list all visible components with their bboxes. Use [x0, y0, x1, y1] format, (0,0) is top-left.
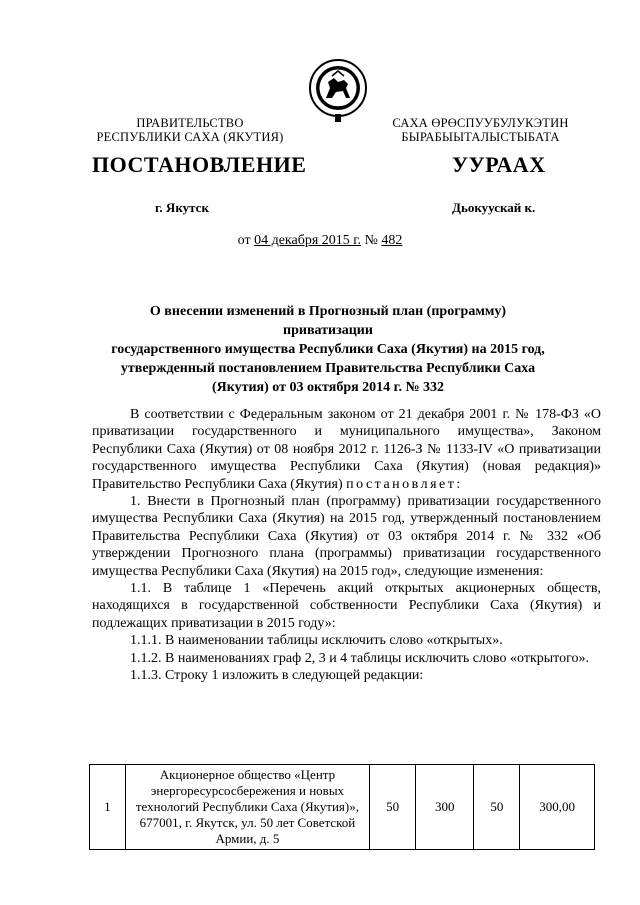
- paragraph-1: 1. Внести в Прогнозный план (программу) приватизации государственного имущества Республики Саха (Якутия) на 2015 год, утвержденный постановлением Правительства Республики Саха (Якутия) от 03 октября 2014 г. № 332 «Об утверждении Прогнозного плана (программы) приватизации государственного имущества Республики Саха (Якутия) на 2015 год», следующие изменения:: [92, 494, 601, 579]
- table-cell-value: 50: [370, 765, 416, 850]
- coat-of-arms-icon: [308, 58, 368, 124]
- table-row: [90, 765, 595, 850]
- government-name-ru: [90, 116, 290, 144]
- preamble-text: В соответствии с Федеральным законом от 21 декабря 2001 г. № 178-ФЗ «О приватизации государственного и муниципального имущества», Законом Республики Саха (Якутия) от 08 ноября 2012 г. 1126-З № 1133-IV «О приватизации государственного имущества Республики Саха (Якутия) (новая редакция)» Правительство Республики Саха (Якутия): [92, 407, 601, 492]
- resolves-word: постановляет:: [346, 476, 463, 492]
- city-ru: г. Якутск: [155, 200, 209, 215]
- paragraph-preamble: [92, 406, 601, 493]
- table-cell-value: 300,00: [520, 765, 595, 850]
- document-body: [92, 406, 601, 685]
- city-sakha: Дьокуускай к.: [452, 200, 536, 215]
- government-name-ru-line2: РЕСПУБЛИКИ САХА (ЯКУТИЯ): [96, 130, 284, 144]
- government-name-sakha-line1: САХА ӨРӨСПУУБУЛУКЭТИН: [392, 116, 569, 130]
- table-cell-name: Акционерное общество «Центр энергоресурсосбережения и новых технологий Республики Саха (Якутия)», 677001, г. Якутск, ул. 50 лет Советской Армии, д. 5: [125, 765, 369, 850]
- paragraph-1-1-1: 1.1.1. В наименовании таблицы исключить слово «открытых».: [130, 633, 503, 649]
- table-cell-number: 1: [90, 765, 126, 850]
- date-and-number: [0, 233, 640, 249]
- subject-line: (Якутия) от 03 октября 2014 г. № 332: [211, 380, 445, 395]
- table-cell-value: 300: [416, 765, 474, 850]
- document-type-ru: ПОСТАНОВЛЕНИЕ: [92, 152, 307, 177]
- government-name-sakha: [388, 116, 573, 144]
- date-prefix: от: [237, 233, 255, 248]
- document-number: 482: [381, 233, 403, 248]
- document-type-sakha: УУРААХ: [452, 152, 546, 177]
- subject-line: О внесении изменений в Прогнозный план (программу) приватизации: [149, 304, 507, 338]
- document-subject: [108, 302, 548, 397]
- subject-line: утвержденный постановлением Правительства Республики Саха: [120, 361, 536, 376]
- amendment-table: [89, 764, 595, 850]
- paragraph-1-1: 1.1. В таблице 1 «Перечень акций открытых акционерных обществ, находящихся в государственной собственности Республики Саха (Якутия) и подлежащих приватизации в 2015 году»:: [92, 581, 601, 631]
- paragraph-1-1-2: 1.1.2. В наименованиях граф 2, 3 и 4 таблицы исключить слово «открытого».: [130, 650, 589, 666]
- subject-line: государственного имущества Республики Саха (Якутия) на 2015 год,: [111, 342, 545, 357]
- table-cell-value: 50: [474, 765, 520, 850]
- government-name-sakha-line2: БЫРАБЫЫТАЛЫСТЫБАТА: [401, 130, 560, 144]
- paragraph-1-1-3: 1.1.3. Строку 1 изложить в следующей редакции:: [130, 668, 424, 684]
- document-date: 04 декабря 2015 г.: [254, 233, 361, 248]
- number-label: №: [360, 233, 382, 248]
- government-name-ru-line1: ПРАВИТЕЛЬСТВО: [136, 116, 244, 130]
